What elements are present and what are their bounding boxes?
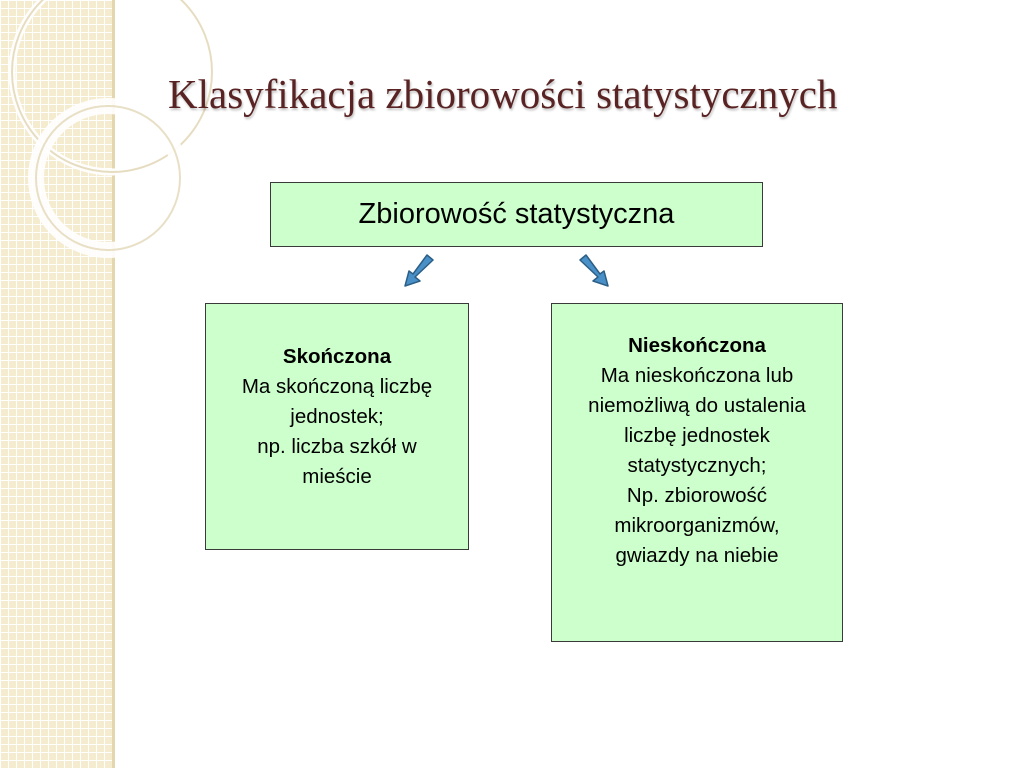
infinite-node-line: statystycznych; bbox=[627, 454, 767, 477]
infinite-node-line: Ma nieskończona lub bbox=[600, 364, 794, 387]
infinite-node-line: liczbę jednostek bbox=[624, 424, 770, 447]
root-node-box bbox=[270, 182, 763, 247]
infinite-node-line: mikroorganizmów, bbox=[614, 514, 780, 537]
infinite-node-heading: Nieskończona bbox=[628, 334, 766, 357]
finite-node-line: Ma skończoną liczbę bbox=[241, 375, 433, 398]
arrow-down-left-icon bbox=[402, 254, 442, 288]
decorative-circles bbox=[0, 0, 240, 260]
finite-node-line: np. liczba szkół w bbox=[257, 435, 417, 458]
infinite-node-line: Np. zbiorowość bbox=[626, 484, 768, 507]
infinite-node-line: gwiazdy na niebie bbox=[615, 544, 779, 567]
finite-node-heading: Skończona bbox=[282, 345, 392, 368]
finite-node-line: jednostek; bbox=[290, 405, 384, 428]
root-node-label: Zbiorowość statystyczna bbox=[358, 198, 675, 230]
slide-title: Klasyfikacja zbiorowości statystycznych bbox=[168, 71, 838, 117]
finite-node-line: mieście bbox=[302, 465, 372, 488]
infinite-node-box bbox=[551, 303, 843, 642]
arrow-down-right-icon bbox=[577, 254, 617, 288]
infinite-node-line: niemożliwą do ustalenia bbox=[588, 394, 806, 417]
finite-node-box bbox=[205, 303, 469, 550]
